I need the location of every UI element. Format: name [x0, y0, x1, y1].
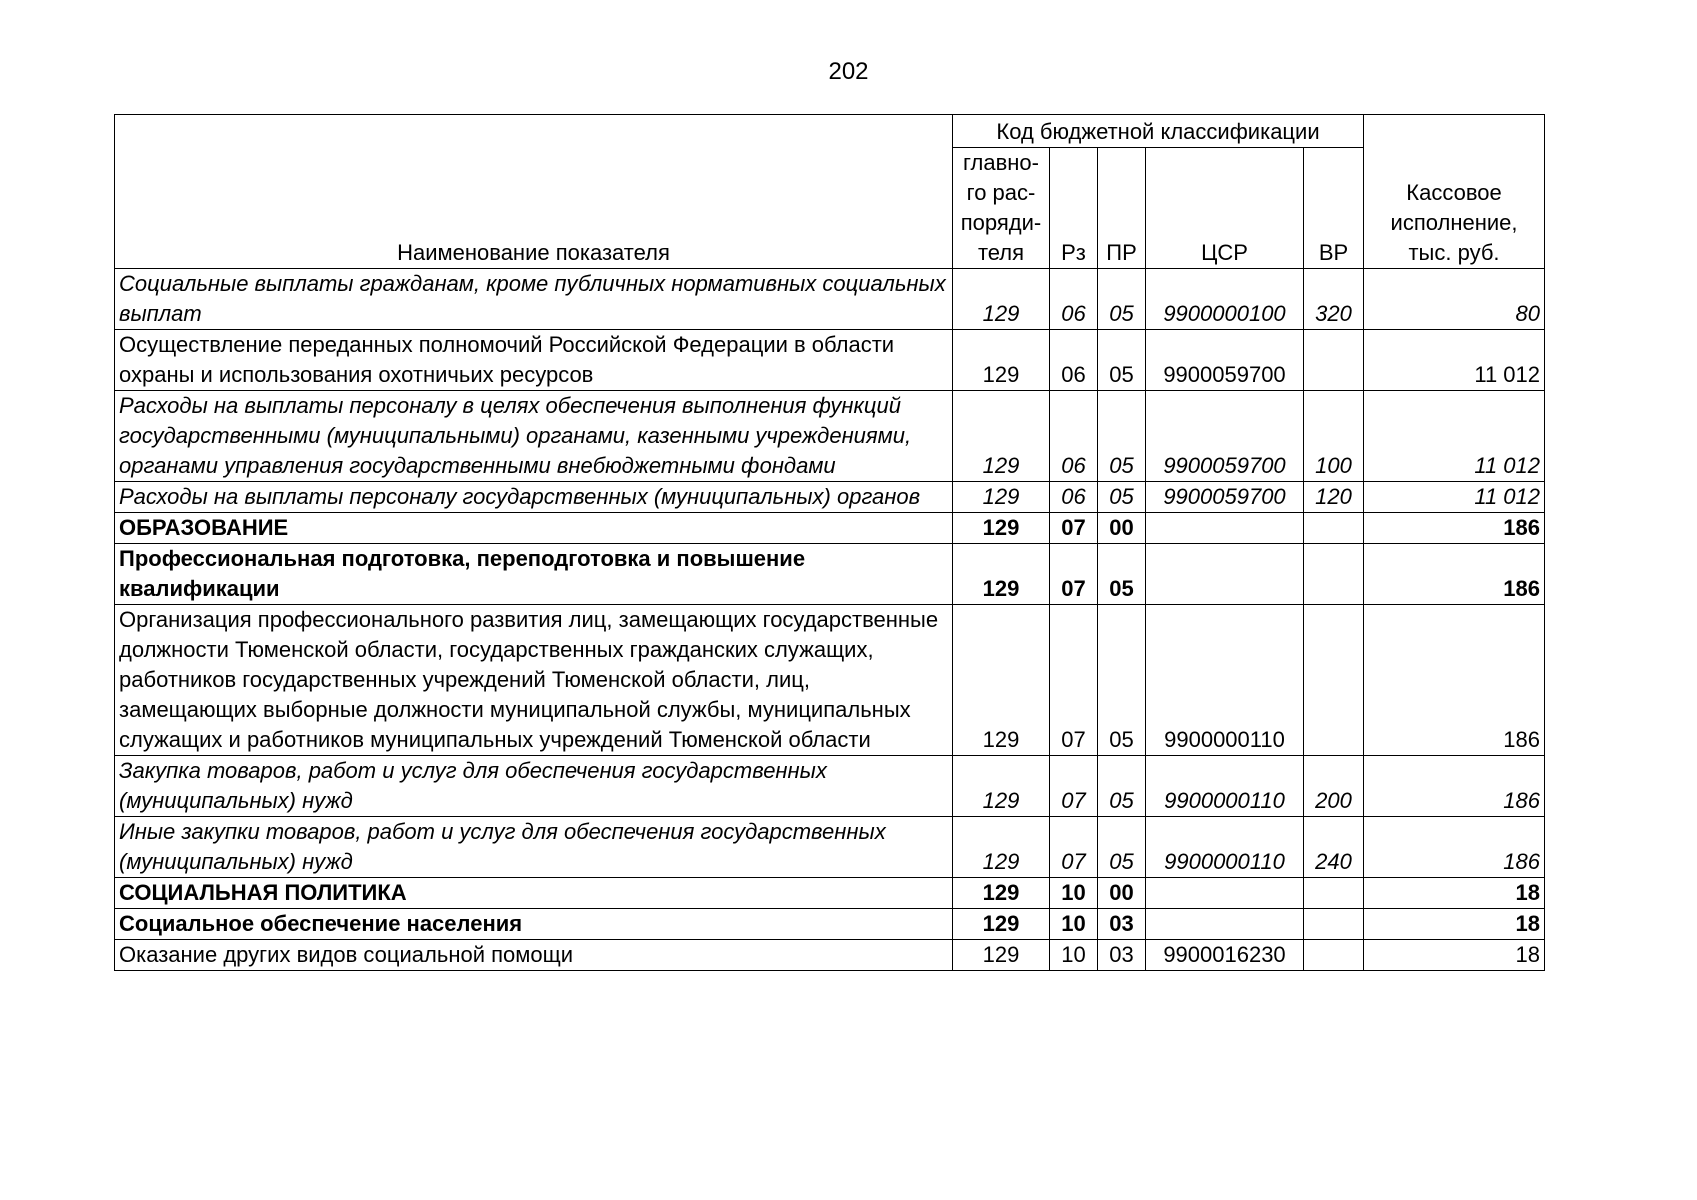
row-rz: 06	[1050, 391, 1098, 482]
table-row	[115, 909, 1545, 940]
row-name: Расходы на выплаты персоналу в целях обеспечения выполнения функций государственными (муниципальными) органами, казенными учреждениями, органами управления государственными внебюджетными фондами	[115, 391, 953, 482]
row-pr: 05	[1098, 330, 1146, 391]
row-csr	[1146, 878, 1304, 909]
row-grbs: 129	[953, 482, 1050, 513]
row-rz: 07	[1050, 513, 1098, 544]
row-rz: 07	[1050, 756, 1098, 817]
row-rz: 10	[1050, 909, 1098, 940]
table-row	[115, 878, 1545, 909]
row-rz: 06	[1050, 482, 1098, 513]
row-vr	[1304, 909, 1364, 940]
table-row	[115, 513, 1545, 544]
row-vr: 240	[1304, 817, 1364, 878]
table-row	[115, 756, 1545, 817]
row-pr: 03	[1098, 940, 1146, 971]
row-pr: 00	[1098, 513, 1146, 544]
header-grbs: главно-го рас-поряди-теля	[953, 148, 1050, 269]
header-amount: Кассовое исполнение, тыс. руб.	[1364, 115, 1545, 269]
row-amount: 186	[1364, 817, 1545, 878]
row-pr: 05	[1098, 817, 1146, 878]
row-rz: 10	[1050, 940, 1098, 971]
row-pr: 05	[1098, 756, 1146, 817]
row-vr: 100	[1304, 391, 1364, 482]
header-vr: ВР	[1304, 148, 1364, 269]
row-pr: 05	[1098, 605, 1146, 756]
row-name: Социальные выплаты гражданам, кроме публичных нормативных социальных выплат	[115, 269, 953, 330]
row-rz: 06	[1050, 269, 1098, 330]
row-vr: 320	[1304, 269, 1364, 330]
row-grbs: 129	[953, 756, 1050, 817]
row-csr	[1146, 909, 1304, 940]
table-row	[115, 544, 1545, 605]
row-name: Социальное обеспечение населения	[115, 909, 953, 940]
row-amount: 18	[1364, 940, 1545, 971]
row-name: Расходы на выплаты персоналу государственных (муниципальных) органов	[115, 482, 953, 513]
row-pr: 05	[1098, 391, 1146, 482]
row-amount: 186	[1364, 605, 1545, 756]
table-row	[115, 269, 1545, 330]
row-pr: 03	[1098, 909, 1146, 940]
row-vr	[1304, 878, 1364, 909]
row-pr: 05	[1098, 269, 1146, 330]
row-csr: 9900059700	[1146, 391, 1304, 482]
row-amount: 11 012	[1364, 330, 1545, 391]
row-amount: 186	[1364, 544, 1545, 605]
row-rz: 07	[1050, 817, 1098, 878]
row-grbs: 129	[953, 909, 1050, 940]
row-name: ОБРАЗОВАНИЕ	[115, 513, 953, 544]
row-amount: 18	[1364, 878, 1545, 909]
row-name: Организация профессионального развития лиц, замещающих государственные должности Тюменской области, государственных гражданских служащих, работников государственных учреждений Тюменской области, лиц, замещающих выборные должности муниципальной службы, муниципальных служащих и работников муниципальных учреждений Тюменской области	[115, 605, 953, 756]
row-csr	[1146, 513, 1304, 544]
row-csr: 9900059700	[1146, 330, 1304, 391]
table-row	[115, 940, 1545, 971]
header-name: Наименование показателя	[115, 115, 953, 269]
row-name: Осуществление переданных полномочий Российской Федерации в области охраны и использования охотничьих ресурсов	[115, 330, 953, 391]
row-vr: 120	[1304, 482, 1364, 513]
budget-table	[114, 114, 1545, 971]
row-grbs: 129	[953, 513, 1050, 544]
row-grbs: 129	[953, 940, 1050, 971]
row-csr: 9900000110	[1146, 605, 1304, 756]
row-grbs: 129	[953, 269, 1050, 330]
row-grbs: 129	[953, 330, 1050, 391]
row-csr: 9900059700	[1146, 482, 1304, 513]
row-amount: 11 012	[1364, 391, 1545, 482]
row-amount: 80	[1364, 269, 1545, 330]
page-number: 202	[828, 58, 869, 85]
header-rz: Рз	[1050, 148, 1098, 269]
row-pr: 05	[1098, 544, 1146, 605]
row-csr: 9900000110	[1146, 756, 1304, 817]
row-name: Иные закупки товаров, работ и услуг для обеспечения государственных (муниципальных) нужд	[115, 817, 953, 878]
header-csr: ЦСР	[1146, 148, 1304, 269]
row-csr	[1146, 544, 1304, 605]
row-vr: 200	[1304, 756, 1364, 817]
row-rz: 07	[1050, 544, 1098, 605]
table-row	[115, 330, 1545, 391]
row-vr	[1304, 330, 1364, 391]
row-name: Закупка товаров, работ и услуг для обеспечения государственных (муниципальных) нужд	[115, 756, 953, 817]
row-name: СОЦИАЛЬНАЯ ПОЛИТИКА	[115, 878, 953, 909]
row-amount: 186	[1364, 513, 1545, 544]
row-vr	[1304, 940, 1364, 971]
table-row	[115, 817, 1545, 878]
row-pr: 00	[1098, 878, 1146, 909]
row-rz: 07	[1050, 605, 1098, 756]
row-grbs: 129	[953, 878, 1050, 909]
row-amount: 186	[1364, 756, 1545, 817]
row-vr	[1304, 544, 1364, 605]
row-pr: 05	[1098, 482, 1146, 513]
row-rz: 06	[1050, 330, 1098, 391]
row-grbs: 129	[953, 605, 1050, 756]
row-name: Оказание других видов социальной помощи	[115, 940, 953, 971]
row-name: Профессиональная подготовка, переподготовка и повышение квалификации	[115, 544, 953, 605]
row-grbs: 129	[953, 391, 1050, 482]
row-vr	[1304, 605, 1364, 756]
row-vr	[1304, 513, 1364, 544]
row-grbs: 129	[953, 817, 1050, 878]
table-row	[115, 391, 1545, 482]
row-amount: 18	[1364, 909, 1545, 940]
row-grbs: 129	[953, 544, 1050, 605]
row-rz: 10	[1050, 878, 1098, 909]
table-row	[115, 482, 1545, 513]
row-csr: 9900000110	[1146, 817, 1304, 878]
row-csr: 9900000100	[1146, 269, 1304, 330]
header-pr: ПР	[1098, 148, 1146, 269]
row-csr: 9900016230	[1146, 940, 1304, 971]
header-code-group: Код бюджетной классификации	[953, 115, 1364, 148]
table-row	[115, 605, 1545, 756]
row-amount: 11 012	[1364, 482, 1545, 513]
